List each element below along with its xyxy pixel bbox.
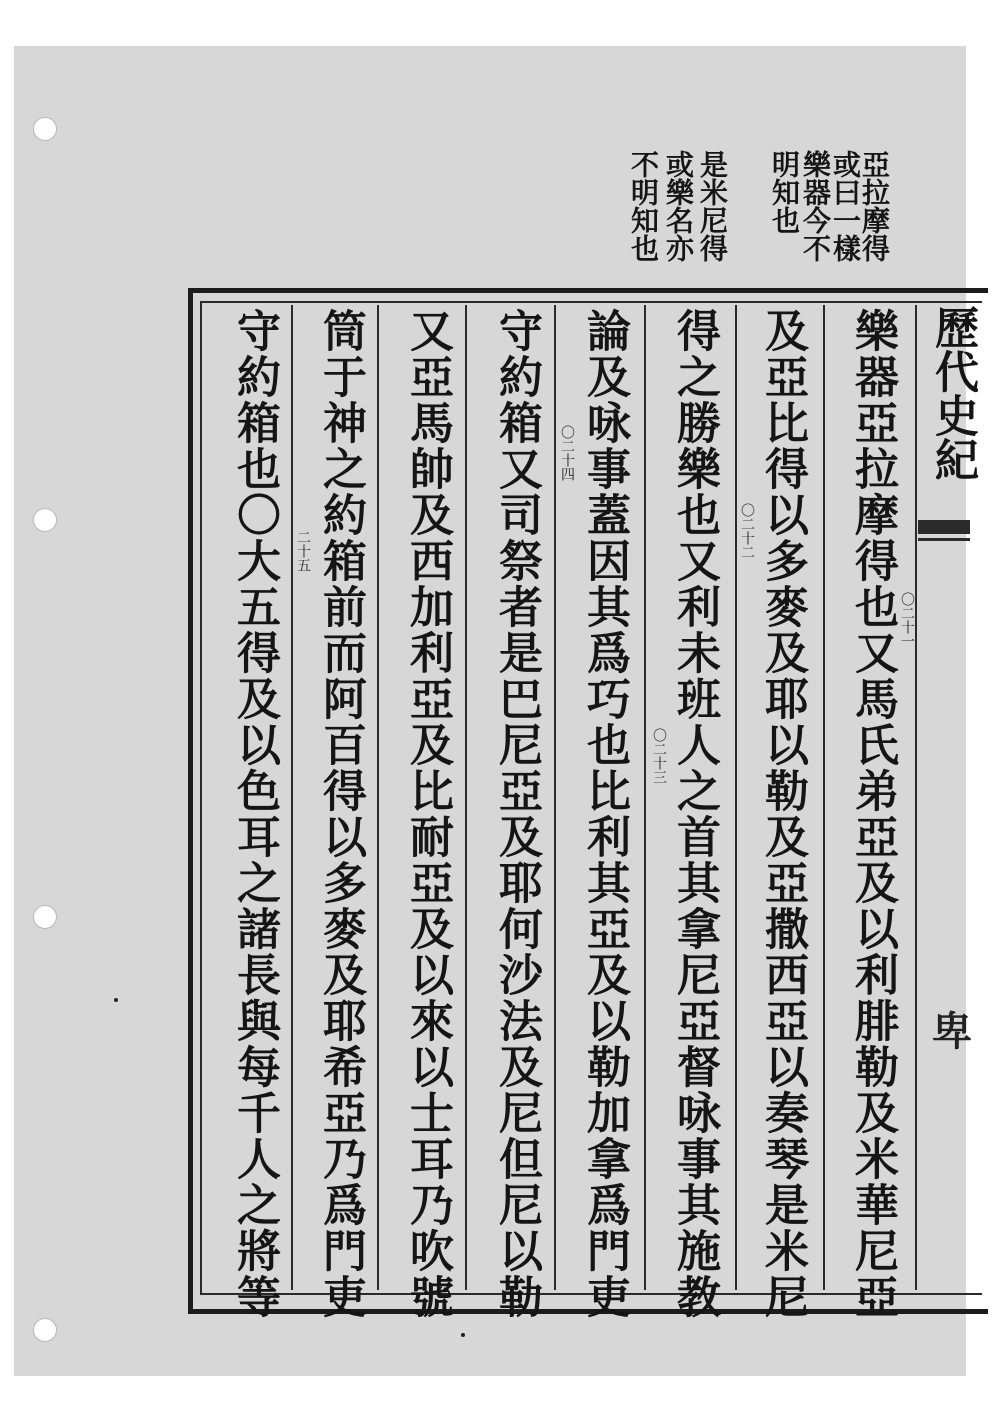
note-line: 樂器今不 <box>799 150 832 262</box>
text-column: 守約箱又司祭者是巴尼亞及耶何沙法及尼但尼以勒 <box>491 308 542 1320</box>
binder-hole-icon <box>33 1318 57 1342</box>
text-column: 守約箱也〇大五得及以色耳之諸長與每千人之將等 <box>229 308 280 1320</box>
edge-glyph: 卑 <box>932 1008 972 1055</box>
text-column: 論及咏事蓋因其爲巧也比利其亞及以勒加拿爲門吏 <box>579 308 630 1320</box>
note-line: 明知也 <box>768 150 801 234</box>
note-line: 或曰一樣 <box>829 150 862 262</box>
column-rule <box>644 305 646 1290</box>
note-line: 是米尼得 <box>696 150 729 262</box>
ink-speck <box>461 1333 465 1337</box>
note-line: 或樂名亦 <box>662 150 695 262</box>
ink-speck <box>114 998 118 1002</box>
verse-marker: 〇二十二 <box>739 503 755 559</box>
note-line: 亞拉摩得 <box>858 150 891 262</box>
text-column: 樂器亞拉摩得也又馬氏弟亞及以利腓勒及米華尼亞 <box>847 308 898 1320</box>
verse-marker: 二十五 <box>295 530 311 572</box>
note-line: 不明知也 <box>627 150 660 262</box>
verse-marker: 〇二十四 <box>559 425 575 481</box>
column-rule <box>823 305 825 1290</box>
column-rule <box>554 305 556 1290</box>
column-rule <box>915 305 917 1290</box>
text-column: 得之勝樂也又利未班人之首其拿尼亞督咏事其施教 <box>669 308 720 1320</box>
verse-marker: 〇二十一 <box>899 592 915 648</box>
binder-hole-icon <box>33 905 57 929</box>
column-rule <box>291 305 293 1290</box>
title-divider <box>918 538 970 541</box>
binder-hole-icon <box>33 508 57 532</box>
page-title: 歷代史紀 <box>927 305 978 481</box>
column-rule <box>735 305 737 1290</box>
column-rule <box>377 305 379 1290</box>
verse-marker: 〇二十三 <box>651 728 667 784</box>
page-top-margin <box>14 8 966 48</box>
binder-hole-icon <box>33 117 57 141</box>
text-column: 又亞馬帥及西加利亞及比耐亞及以來以士耳乃吹號 <box>402 308 453 1320</box>
title-divider <box>918 520 970 534</box>
text-column: 及亞比得以多麥及耶以勒及亞撒西亞以奏琴是米尼 <box>757 308 808 1320</box>
text-column: 筒于神之約箱前而阿百得以多麥及耶希亞乃爲門吏 <box>315 308 366 1320</box>
column-rule <box>465 305 467 1290</box>
